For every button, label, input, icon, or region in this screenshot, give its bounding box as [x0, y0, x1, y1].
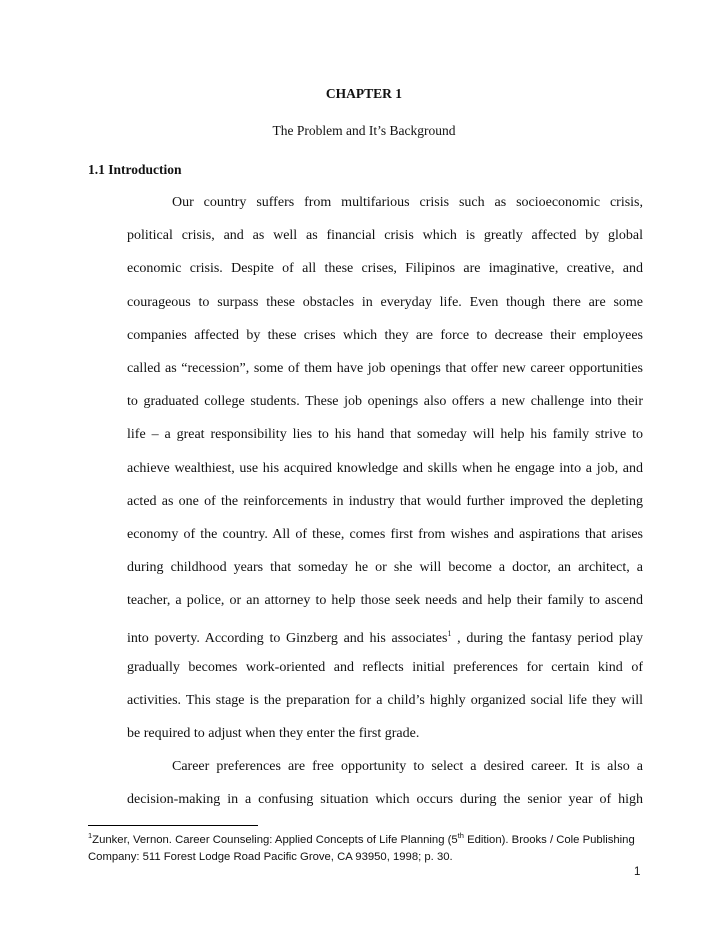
footnote-text: Zunker, Vernon. Career Counseling: Applied Concepts of Life Planning (5 [92, 834, 458, 846]
paragraph-line: economic crisis. Despite of all these crises, Filipinos are imaginative, creative, and [127, 261, 643, 277]
paragraph-line: be required to adjust when they enter the first grade. [127, 726, 420, 741]
footnote-reference[interactable]: 1 [447, 629, 452, 639]
paragraph-line: achieve wealthiest, use his acquired knowledge and skills when he engage into a job, and [127, 460, 643, 476]
paragraph-line: activities. This stage is the preparation for a child’s highly organized social life they will [127, 692, 643, 708]
section-heading: 1.1 Introduction [88, 162, 182, 177]
footnote [88, 827, 648, 866]
paragraph-line-with-reference [127, 624, 643, 657]
paragraph-line: to graduated college students. These job openings also offers a new challenge into their [127, 394, 643, 410]
footnote-text-continued: Edition). Brooks / Cole Publishing [463, 834, 635, 846]
ref-line-before: into poverty. According to Ginzberg and his associates [127, 631, 448, 647]
ref-line-after: , during the fantasy period play [451, 631, 643, 647]
page-number: 1 [634, 866, 641, 878]
paragraph-line: decision-making in a confusing situation which occurs during the senior year of high [127, 792, 643, 808]
paragraph-line: political crisis, and as well as financial crisis which is greatly affected by global [127, 228, 643, 244]
footnote-marker: 1 [88, 831, 93, 840]
chapter-title [0, 123, 728, 139]
paragraph-line: life – a great responsibility lies to his hand that someday will help his family strive to [127, 427, 643, 443]
footnote-line-2: Company: 511 Forest Lodge Road Pacific Grove, CA 93950, 1998; p. 30. [88, 851, 453, 863]
body-text [127, 193, 643, 824]
paragraph-line: courageous to surpass these obstacles in everyday life. Even though there are some [127, 294, 643, 310]
paragraph-line: during childhood years that someday he or she will become a doctor, an architect, a [127, 560, 643, 576]
chapter-title-text: The Problem and It’s Background [272, 123, 456, 138]
paragraph-line: Our country suffers from multifarious crisis such as socioeconomic crisis, [172, 195, 643, 210]
footnote-divider [88, 825, 258, 826]
paragraph-line: economy of the country. All of these, comes first from wishes and aspirations that arises [127, 526, 643, 542]
paragraph-line: gradually becomes work-oriented and reflects initial preferences for certain kind of [127, 659, 643, 675]
chapter-label: CHAPTER 1 [325, 86, 403, 101]
paragraph-line: Career preferences are free opportunity to select a desired career. It is also a [172, 759, 643, 775]
paragraph-line: acted as one of the reinforcements in industry that would further improved the depleting [127, 493, 643, 509]
chapter-heading [0, 86, 728, 102]
paragraph-line: companies affected by these crises which they are force to decrease their employees [127, 327, 643, 343]
paragraph-line: called as “recession”, some of them have job openings that offer new career opportunities [127, 360, 643, 376]
footnote-superscript: th [457, 831, 464, 840]
paragraph-line: teacher, a police, or an attorney to help those seek needs and help their family to ascend [127, 593, 643, 609]
footnote-line [88, 827, 648, 849]
